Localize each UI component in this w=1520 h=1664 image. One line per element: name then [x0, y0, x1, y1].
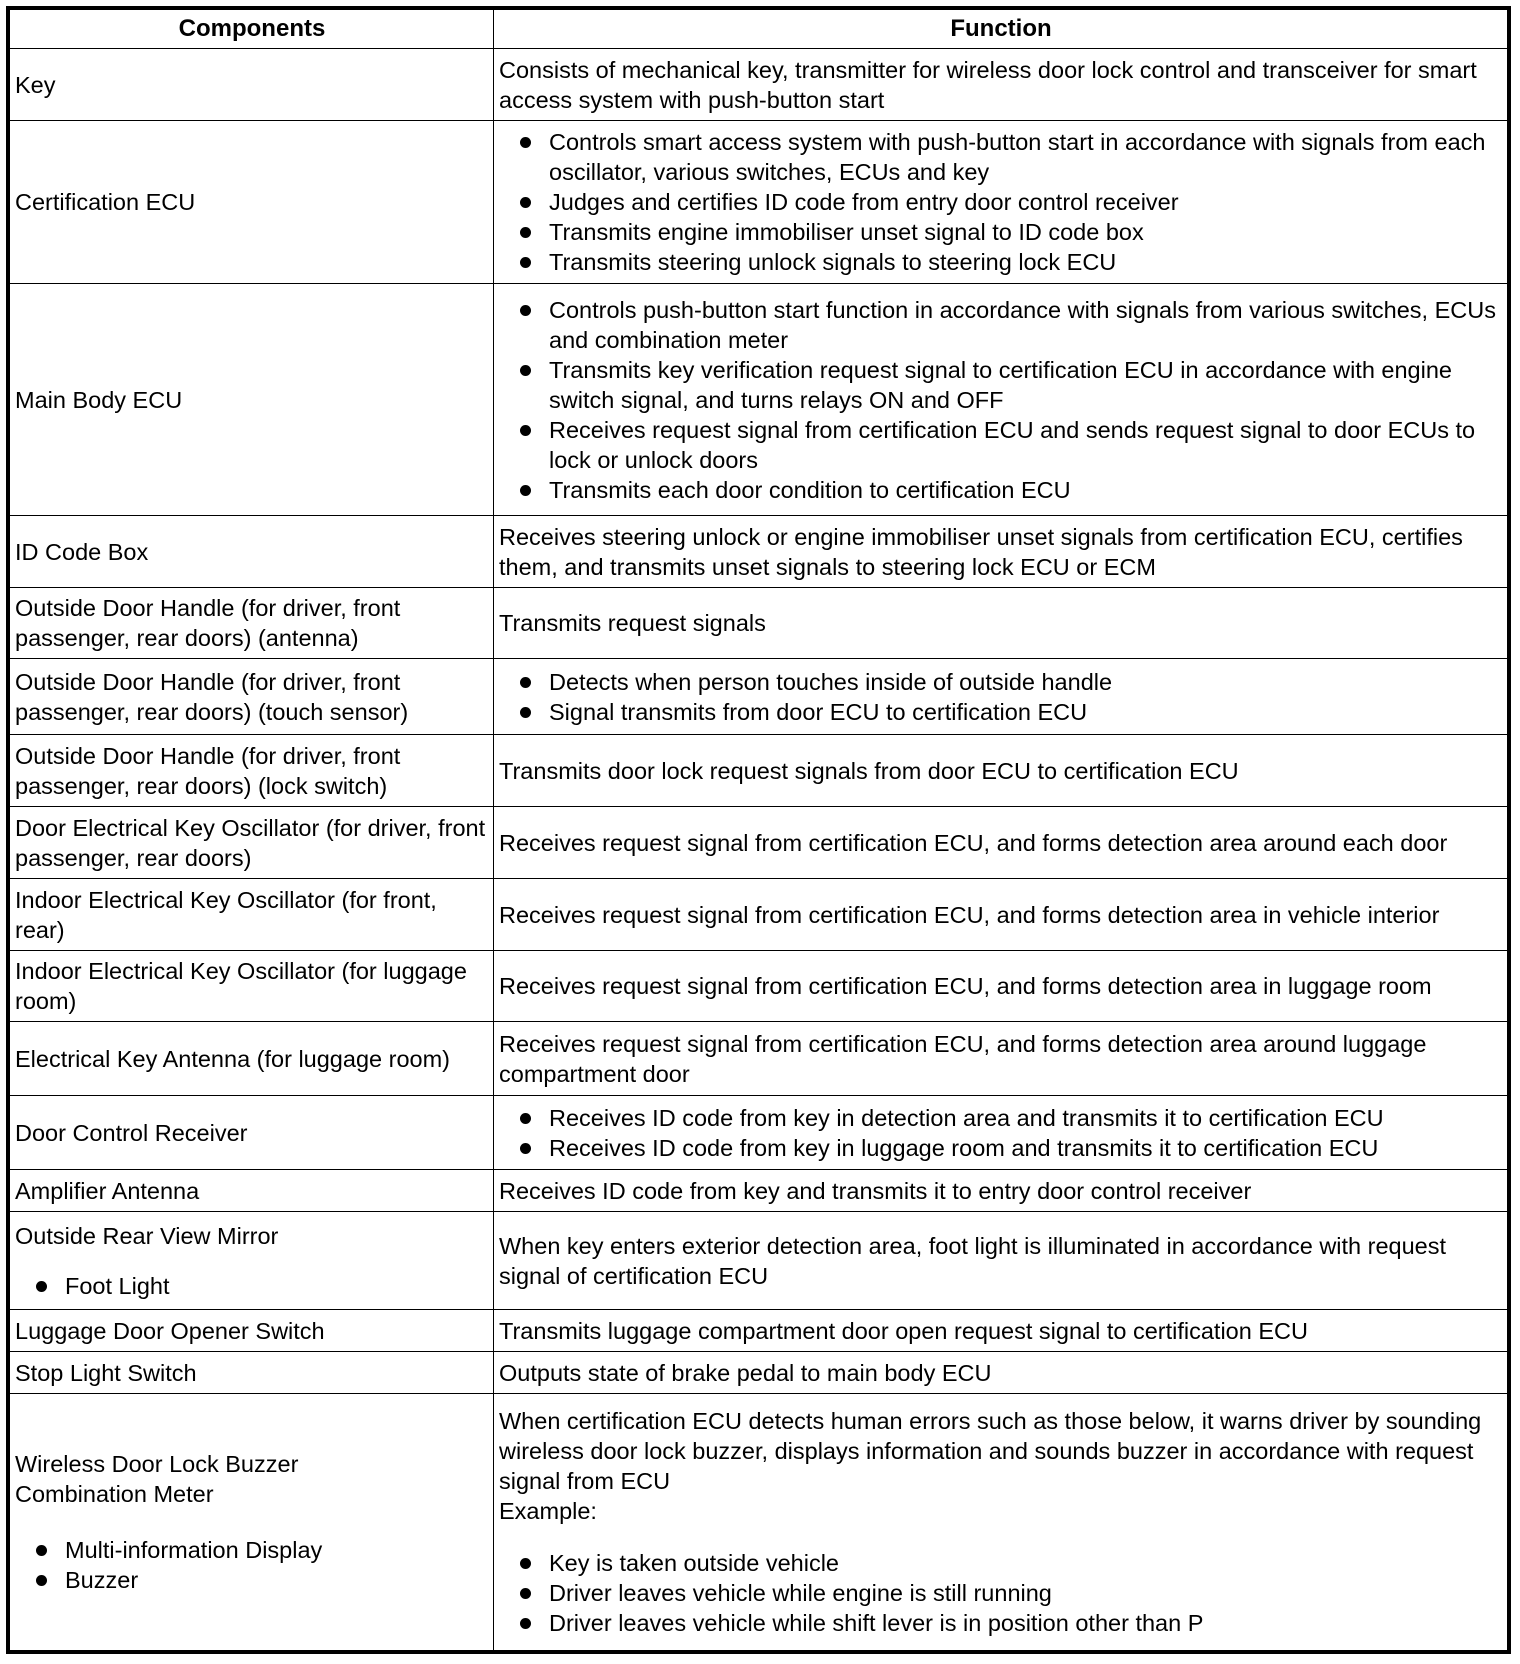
component-cell: Main Body ECU [10, 284, 494, 516]
component-cell [10, 1212, 494, 1310]
component-cell: Certification ECU [10, 121, 494, 284]
table-row [10, 49, 1508, 121]
bullet-item: Multi-information Display [15, 1535, 489, 1565]
table-row [10, 1352, 1508, 1394]
component-function-table-frame [6, 6, 1511, 1654]
bullet-item: Receives ID code from key in luggage room and transmits it to certification ECU [499, 1133, 1503, 1163]
component-cell: Door Electrical Key Oscillator (for driver, front passenger, rear doors) [10, 807, 494, 879]
header-row [10, 10, 1508, 49]
table-row [10, 951, 1508, 1022]
function-bullet-list [499, 1548, 1503, 1638]
function-cell: Receives request signal from certification ECU, and forms detection area around each door [494, 807, 1508, 879]
function-cell [494, 284, 1508, 516]
table-row [10, 588, 1508, 659]
bullet-item: Transmits key verification request signal to certification ECU in accordance with engine switch signal, and turns relays ON and OFF [499, 355, 1503, 415]
bullet-item: Driver leaves vehicle while engine is still running [499, 1578, 1503, 1608]
table-row [10, 879, 1508, 951]
component-cell: Outside Door Handle (for driver, front passenger, rear doors) (touch sensor) [10, 659, 494, 735]
component-cell: Indoor Electrical Key Oscillator (for front, rear) [10, 879, 494, 951]
function-cell: Receives steering unlock or engine immobiliser unset signals from certification ECU, certifies them, and transmits unset signals to steering lock ECU or ECM [494, 516, 1508, 588]
function-cell: Transmits request signals [494, 588, 1508, 659]
component-cell: Electrical Key Antenna (for luggage room) [10, 1022, 494, 1096]
column-header-function: Function [494, 10, 1508, 49]
function-cell [494, 1096, 1508, 1170]
table-row [10, 1022, 1508, 1096]
table-row [10, 516, 1508, 588]
component-cell: Indoor Electrical Key Oscillator (for luggage room) [10, 951, 494, 1022]
bullet-item: Judges and certifies ID code from entry door control receiver [499, 187, 1503, 217]
function-cell: Transmits door lock request signals from door ECU to certification ECU [494, 735, 1508, 807]
component-cell: Stop Light Switch [10, 1352, 494, 1394]
bullet-item: Signal transmits from door ECU to certification ECU [499, 697, 1503, 727]
table-row [10, 1310, 1508, 1352]
column-header-components: Components [10, 10, 494, 49]
example-label: Example: [499, 1498, 597, 1524]
bullet-item: Controls push-button start function in accordance with signals from various switches, ECUs and combination meter [499, 295, 1503, 355]
component-cell: Outside Door Handle (for driver, front passenger, rear doors) (lock switch) [10, 735, 494, 807]
bullet-item: Buzzer [15, 1565, 489, 1595]
bullet-item: Receives ID code from key in detection area and transmits it to certification ECU [499, 1103, 1503, 1133]
table-row [10, 659, 1508, 735]
function-cell: Receives request signal from certification ECU, and forms detection area around luggage compartment door [494, 1022, 1508, 1096]
bullet-item: Receives request signal from certification ECU and sends request signal to door ECUs to lock or unlock doors [499, 415, 1503, 475]
component-cell: Door Control Receiver [10, 1096, 494, 1170]
bullet-item: Controls smart access system with push-button start in accordance with signals from each oscillator, various switches, ECUs and key [499, 127, 1503, 187]
function-cell: Receives request signal from certification ECU, and forms detection area in luggage room [494, 951, 1508, 1022]
table-row [10, 284, 1508, 516]
component-cell: Amplifier Antenna [10, 1170, 494, 1212]
table-row [10, 1170, 1508, 1212]
bullet-item: Detects when person touches inside of outside handle [499, 667, 1503, 697]
table-row [10, 807, 1508, 879]
component-cell [10, 1394, 494, 1651]
component-bullet-list [15, 1535, 489, 1595]
function-cell: Outputs state of brake pedal to main body ECU [494, 1352, 1508, 1394]
component-cell: Outside Door Handle (for driver, front passenger, rear doors) (antenna) [10, 588, 494, 659]
function-cell [494, 659, 1508, 735]
table-row [10, 735, 1508, 807]
function-cell [494, 1394, 1508, 1651]
table-row [10, 121, 1508, 284]
bullet-item: Transmits engine immobiliser unset signal to ID code box [499, 217, 1503, 247]
function-cell: Receives request signal from certification ECU, and forms detection area in vehicle interior [494, 879, 1508, 951]
function-bullet-list [499, 127, 1503, 277]
component-function-table [9, 9, 1508, 1651]
table-row [10, 1212, 1508, 1310]
function-cell: Consists of mechanical key, transmitter for wireless door lock control and transceiver for smart access system with push-button start [494, 49, 1508, 121]
bullet-item: Key is taken outside vehicle [499, 1548, 1503, 1578]
bullet-item: Driver leaves vehicle while shift lever is in position other than P [499, 1608, 1503, 1638]
component-bullet-list [15, 1271, 489, 1301]
function-cell: When key enters exterior detection area, foot light is illuminated in accordance with request signal of certification ECU [494, 1212, 1508, 1310]
component-name: Combination Meter [15, 1481, 214, 1507]
bullet-item: Transmits each door condition to certification ECU [499, 475, 1503, 505]
function-bullet-list [499, 667, 1503, 727]
component-name: Wireless Door Lock Buzzer [15, 1451, 299, 1477]
component-cell: ID Code Box [10, 516, 494, 588]
table-row [10, 1096, 1508, 1170]
function-cell: Receives ID code from key and transmits it to entry door control receiver [494, 1170, 1508, 1212]
function-bullet-list [499, 295, 1503, 505]
function-cell [494, 121, 1508, 284]
function-cell: Transmits luggage compartment door open request signal to certification ECU [494, 1310, 1508, 1352]
bullet-item: Transmits steering unlock signals to steering lock ECU [499, 247, 1503, 277]
table-row [10, 1394, 1508, 1651]
function-bullet-list [499, 1103, 1503, 1163]
function-text: When certification ECU detects human errors such as those below, it warns driver by sounding wireless door lock buzzer, displays information and sounds buzzer in accordance with request signal from ECU [499, 1408, 1482, 1494]
bullet-item: Foot Light [15, 1271, 489, 1301]
component-cell: Luggage Door Opener Switch [10, 1310, 494, 1352]
component-name: Outside Rear View Mirror [15, 1222, 279, 1249]
component-cell: Key [10, 49, 494, 121]
